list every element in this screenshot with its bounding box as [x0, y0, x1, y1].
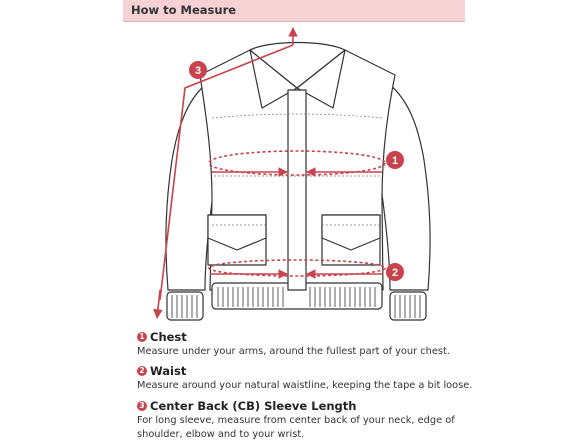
chest-title: Chest [150, 330, 187, 344]
instruction-waist [137, 364, 477, 392]
waist-number-badge: 2 [137, 366, 147, 376]
instruction-chest [137, 330, 477, 358]
svg-text:2: 2 [391, 267, 399, 279]
chest-description: Measure under your arms, around the fullest part of your chest. [137, 346, 450, 357]
waist-title: Waist [150, 364, 187, 378]
chest-number-badge: 1 [137, 332, 147, 342]
marker-1 [386, 151, 404, 169]
svg-text:3: 3 [194, 65, 202, 77]
sleeve-description-line-1: For long sleeve, measure from center back of your neck, edge of [137, 415, 455, 426]
waist-description: Measure around your natural waistline, keeping the tape a bit loose. [137, 380, 473, 391]
sleeve-description-line-2: shoulder, elbow and to your wrist. [137, 429, 305, 440]
instruction-sleeve [137, 399, 477, 441]
svg-text:1: 1 [391, 155, 399, 167]
sleeve-arrow-down [157, 290, 160, 318]
header-title: How to Measure [131, 3, 237, 17]
sleeve-title: Center Back (CB) Sleeve Length [150, 399, 357, 413]
marker-3 [189, 61, 207, 79]
sleeve-number-badge: 3 [137, 401, 147, 411]
marker-2 [386, 263, 404, 281]
